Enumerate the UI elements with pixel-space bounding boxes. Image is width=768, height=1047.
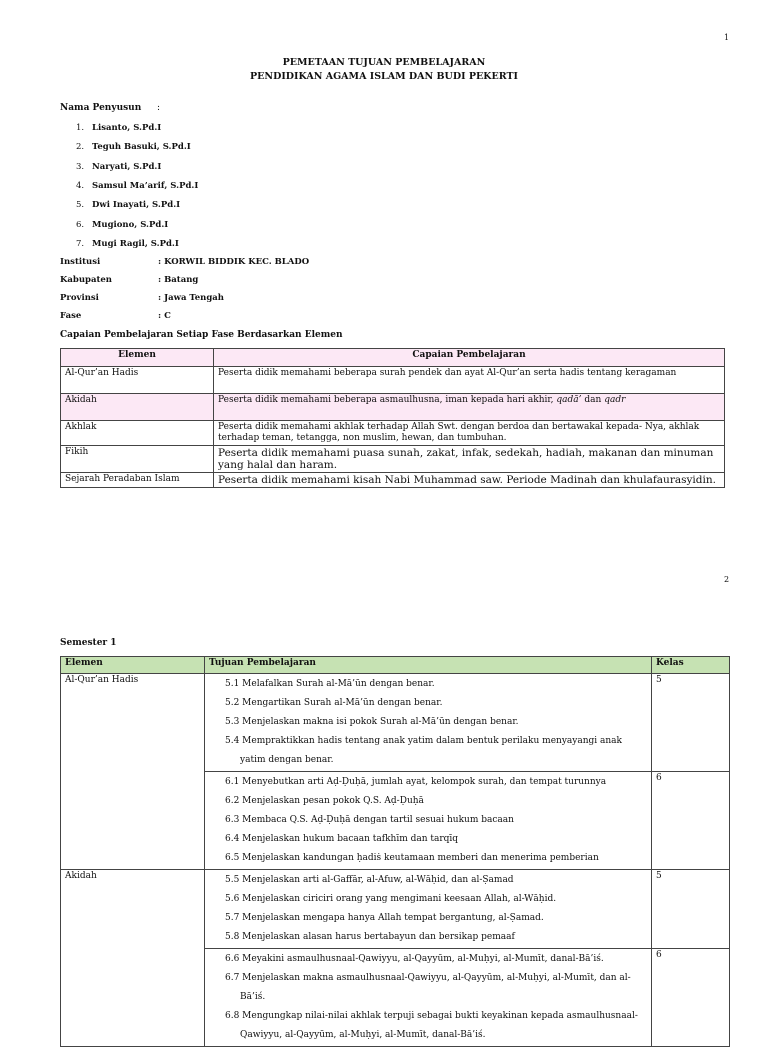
tujuan-table [60,656,730,1047]
capaian-text: dan [581,395,605,405]
author-number: 7. [76,238,85,249]
tujuan-item: 5.1 Melafalkan Surah al-Mā’ūn dengan benar. [225,679,435,689]
tujuan-item: 5.2 Mengartikan Surah al-Mā’ūn dengan benar. [225,698,443,708]
tujuan-item: 5.7 Menjelaskan mengapa hanya Allah tempat bergantung, al-Ṣamad. [225,913,544,923]
kelas-cell: 6 [652,772,730,870]
tujuan-item: 6.3 Membaca Q.S. Aḍ-Ḍuḥā dengan tartil sesuai hukum bacaan [225,815,514,825]
table-header: Tujuan Pembelajaran [205,657,652,674]
info-value: : Batang [158,275,199,285]
table-row [61,772,730,870]
table-row [61,421,725,446]
author-name: Mugiono, S.Pd.I [92,219,169,230]
document-title-line-2: PENDIDIKAN AGAMA ISLAM DAN BUDI PEKERTI [250,71,518,82]
elemen-cell [61,772,205,870]
page-number: 2 [724,575,730,584]
info-value: : KORWIL BIDDIK KEC. BLADO [158,257,310,267]
tujuan-item: 5.6 Menjelaskan ciriciri orang yang mengimani keesaan Allah, al-Wāḥid. [225,894,557,904]
capaian-table [60,348,725,488]
info-value: : Jawa Tengah [158,293,224,303]
author-name: Dwi Inayati, S.Pd.I [92,200,181,211]
capaian-cell [214,394,725,421]
capaian-cell: Peserta didik memahami akhlak terhadap Allah Swt. dengan berdoa dan bertawakal kepada- Nya, akhlak terhadap teman, tetangga, non muslim, hewan, dan tumbuhan. [214,421,725,446]
elemen-cell: Al-Qur’an Hadis [61,674,205,772]
tujuan-item: 6.2 Menjelaskan pesan pokok Q.S. Aḍ-Ḍuḥā [225,796,424,806]
kelas-cell: 6 [652,949,730,1047]
author-item [76,162,161,172]
tujuan-item: 6.5 Menjelaskan kandungan ḥadiṡ keutamaan memberi dan menerima pemberian [225,853,599,863]
info-value: : C [158,311,171,321]
semester-heading: Semester 1 [60,638,117,648]
author-name: Lisanto, S.Pd.I [92,123,162,133]
info-label: Provinsi [60,293,99,303]
page-number: 1 [724,33,730,42]
tujuan-cell [205,870,652,949]
author-number: 2. [76,142,85,153]
author-number: 3. [76,161,85,172]
tujuan-cell [205,949,652,1047]
author-item [76,220,168,230]
author-name: Samsul Ma’arif, S.Pd.I [92,180,199,191]
tujuan-item: 5.3 Menjelaskan makna isi pokok Surah al-Mā’ūn dengan benar. [225,717,519,727]
document-title-line-1: PEMETAAN TUJUAN PEMBELAJARAN [282,57,486,68]
table-row [61,394,725,421]
tujuan-item: 6.6 Meyakini asmaulhusnaal-Qawiyyu, al-Qayyūm, al-Muḥyi, al-Mumīt, danal-Bā’iś. [225,954,604,964]
tujuan-item: 6.4 Menjelaskan hukum bacaan tafkhīm dan tarqīq [225,834,459,844]
tujuan-cell [205,674,652,772]
kelas-cell: 5 [652,870,730,949]
tujuan-item: 5.5 Menjelaskan arti al-Gaffār, al-Afuw, al-Wāḥid, dan al-Ṣamad [225,875,514,885]
table-header: Capaian Pembelajaran [214,349,725,367]
tujuan-item: 5.8 Menjelaskan alasan harus bertabayun dan bersikap pemaaf [225,932,515,942]
table-header: Elemen [61,657,205,674]
author-number: 4. [76,180,85,191]
author-item [76,123,161,133]
author-number: 1. [76,123,85,133]
author-item [76,200,180,210]
capaian-cell: Peserta didik memahami puasa sunah, zakat, infak, sedekah, hadiah, makanan dan minuman yang halal dan haram. [214,446,725,473]
author-name: Teguh Basuki, S.Pd.I [92,142,191,153]
penyusun-label: Nama Penyusun [60,103,142,113]
elemen-cell: Akidah [61,394,214,421]
capaian-text: Peserta didik memahami beberapa asmaulhusna, iman kepada hari akhir, [218,395,557,405]
table-header: Kelas [652,657,730,674]
capaian-term: qadr [604,395,626,405]
author-name: Naryati, S.Pd.I [92,161,162,172]
capaian-term: qadā’ [556,395,582,405]
info-label: Fase [60,311,82,321]
elemen-cell: Al-Qur’an Hadis [61,367,214,394]
elemen-cell: Akidah [61,870,205,949]
table-header: Elemen [61,349,214,367]
tujuan-item: 6.7 Menjelaskan makna asmaulhusnaal-Qawiyyu, al-Qayyūm, al-Muḥyi, al-Mumīt, dan al-Bā’iś. [225,973,631,1002]
elemen-cell: Sejarah Peradaban Islam [61,473,214,488]
table-row [61,674,730,772]
table-row [61,446,725,473]
tujuan-item: 5.4 Mempraktikkan hadis tentang anak yatim dalam bentuk perilaku menyayangi anak yatim dengan benar. [225,736,622,765]
penyusun-colon: : [157,103,161,113]
tujuan-item: 6.1 Menyebutkan arti Aḍ-Ḍuḥā, jumlah ayat, kelompok surah, dan tempat turunnya [225,777,607,787]
table-row [61,870,730,949]
author-item [76,181,198,191]
table-row [61,367,725,394]
capaian-cell: Peserta didik memahami beberapa surah pendek dan ayat Al-Qur’an serta hadis tentang keragaman [214,367,725,394]
table-row [61,949,730,1047]
tujuan-cell [205,772,652,870]
elemen-cell: Akhlak [61,421,214,446]
info-label: Institusi [60,257,101,267]
capaian-cell: Peserta didik memahami kisah Nabi Muhammad saw. Periode Madinah dan khulafaurasyidin. [214,473,725,488]
table-row [61,473,725,488]
info-label: Kabupaten [60,275,112,285]
author-item [76,142,191,152]
elemen-cell [61,949,205,1047]
elemen-cell: Fikih [61,446,214,473]
section-heading: Capaian Pembelajaran Setiap Fase Berdasarkan Elemen [60,330,343,340]
author-item [76,239,179,249]
tujuan-item: 6.8 Mengungkap nilai-nilai akhlak terpuji sebagai bukti keyakinan kepada asmaulhusnaal-Qawiyyu, al-Qayyūm, al-Muḥyi, al-Mumīt, danal-Bā’iś. [225,1011,638,1040]
author-number: 6. [76,219,85,230]
author-name: Mugi Ragil, S.Pd.I [92,238,179,249]
author-number: 5. [76,200,85,211]
kelas-cell: 5 [652,674,730,772]
